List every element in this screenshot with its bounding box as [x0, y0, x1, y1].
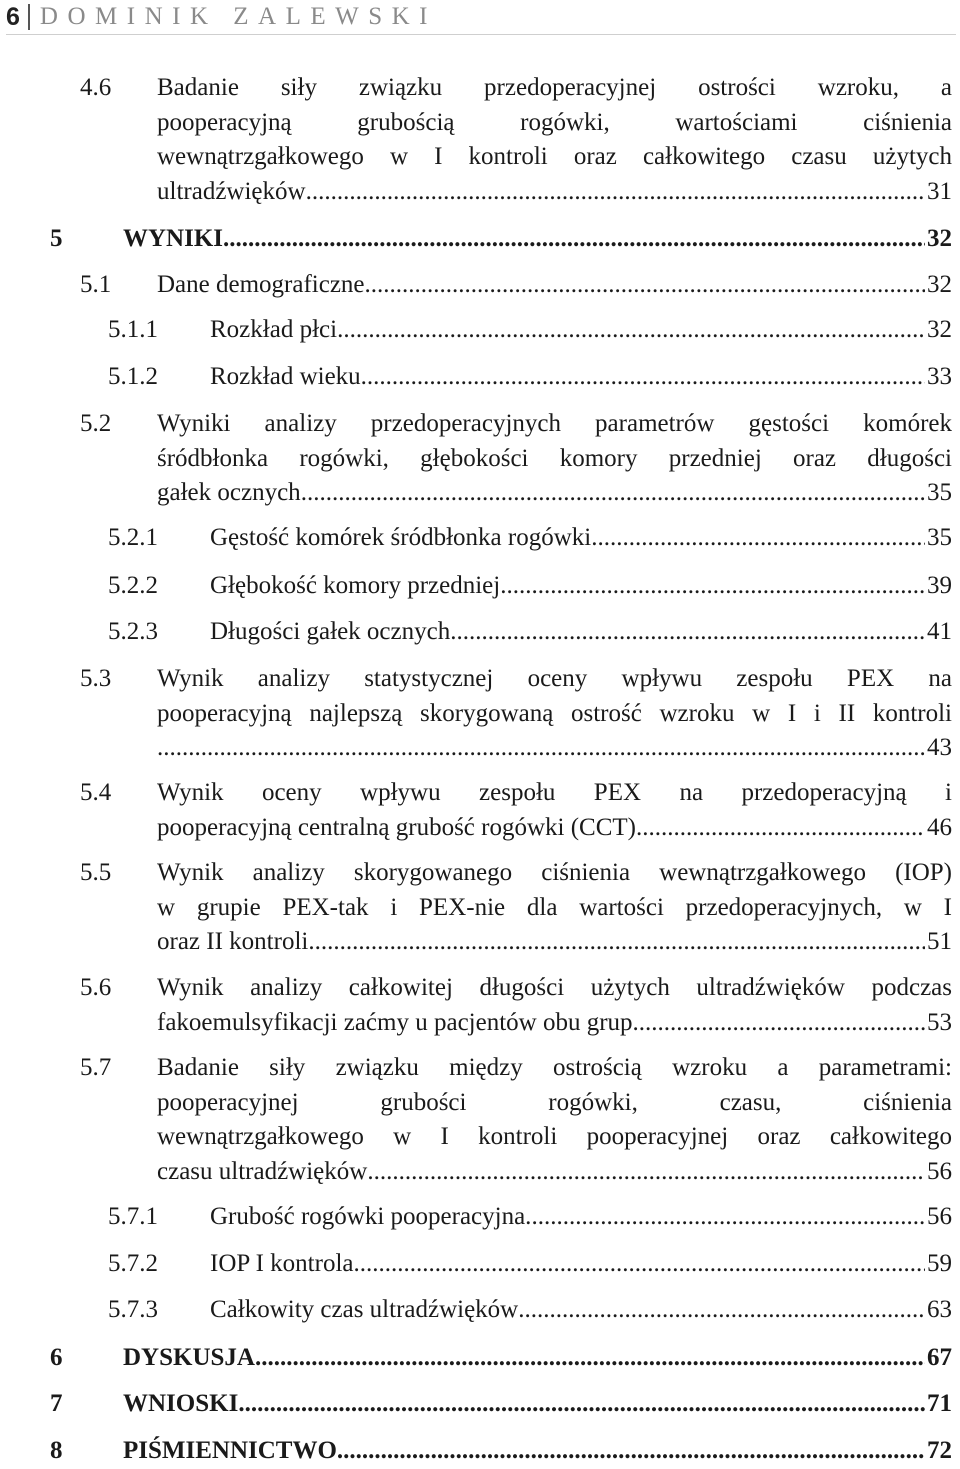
toc-title: Dane demograficzne [157, 271, 365, 298]
toc-title: WYNIKI [123, 225, 224, 252]
toc-page-number: 35 [927, 524, 952, 551]
dot-leader [157, 731, 925, 766]
toc-page-number: 63 [927, 1296, 952, 1323]
toc-title: Rozkład wieku. [210, 363, 367, 390]
toc-number: 7 [50, 1390, 63, 1417]
toc-leader-line [157, 1155, 952, 1190]
toc-page-number: 32 [927, 225, 952, 252]
toc-number: 6 [50, 1344, 63, 1371]
toc-page-number: 59 [927, 1250, 952, 1277]
toc-body [157, 268, 952, 303]
toc-title: DYSKUSJA [123, 1344, 255, 1371]
toc-title-line: Badanie siły związku między ostrością wzroku a parametrami: [157, 1054, 952, 1081]
toc-body [210, 1293, 952, 1328]
dot-leader [636, 811, 925, 846]
dot-leader [639, 1006, 925, 1041]
toc-title-line: pooperacyjną grubością rogówki, wartościami ciśnienia [157, 108, 952, 136]
toc-page-number: 35 [927, 479, 952, 506]
dot-leader [337, 313, 925, 348]
toc-title-line: Wynik analizy statystycznej oceny wpływu zespołu PEX na [157, 665, 952, 692]
toc-number: 5.7.1 [108, 1203, 158, 1230]
toc-body [157, 71, 952, 209]
toc-page-number: 32 [927, 271, 952, 298]
toc-number: 5.2 [80, 410, 112, 437]
toc-title: Głębokość komory przedniej [210, 572, 501, 599]
toc-body [123, 1387, 952, 1422]
toc-leader-line [123, 222, 952, 257]
dot-leader [238, 1387, 925, 1422]
toc-title-line: Wynik analizy całkowitej długości użytych ultradźwięków podczas [157, 974, 952, 1001]
toc-leader-line [157, 175, 952, 210]
toc-body [157, 856, 952, 960]
toc-body [123, 1341, 952, 1376]
toc-leader-line [157, 268, 952, 303]
toc-body [157, 1051, 952, 1189]
toc-number: 5.2.1 [108, 524, 158, 551]
toc-leader-line [157, 811, 952, 846]
toc-number: 5.4 [80, 779, 112, 806]
toc-leader-line [210, 1200, 952, 1235]
dot-leader [365, 268, 925, 303]
dot-leader [308, 925, 925, 960]
dot-leader [223, 222, 925, 257]
dot-leader [306, 175, 925, 210]
dot-leader [518, 1293, 925, 1328]
toc-number: 5.3 [80, 665, 112, 692]
toc-number: 5.2.3 [108, 618, 158, 645]
toc-page-number: 53 [927, 1008, 952, 1036]
toc-title: gałek ocznych [157, 479, 301, 506]
dot-leader [591, 521, 925, 556]
toc-body [210, 521, 952, 556]
toc-number: 5.7.2 [108, 1250, 158, 1277]
toc-title-line: pooperacyjną najlepszą skorygowaną ostrość wzroku w I i II kontroli [157, 699, 952, 727]
toc-page-number: 32 [927, 316, 952, 343]
toc-title: ultradźwięków [157, 177, 306, 205]
toc-title-line: w grupie PEX-tak i PEX-nie dla wartości przedoperacyjnych, w I [157, 893, 952, 921]
toc-title: Grubość rogówki pooperacyjna. [210, 1203, 532, 1230]
toc-title: czasu ultradźwięków [157, 1157, 368, 1185]
toc-page-number: 67 [927, 1344, 952, 1371]
toc-number: 5.7.3 [108, 1296, 158, 1323]
toc-title: Długości gałek ocznych. [210, 618, 457, 645]
header-divider [28, 4, 30, 30]
toc-number: 4.6 [80, 74, 112, 101]
toc-body [210, 360, 952, 395]
toc-leader-line [157, 1006, 952, 1041]
toc-title-line: wewnątrzgałkowego w I kontroli oraz całkowitego czasu użytych [157, 143, 952, 170]
toc-leader-line [123, 1434, 952, 1469]
toc-number: 5.2.2 [108, 572, 158, 599]
toc-body [210, 1200, 952, 1235]
toc-page-number: 33 [927, 363, 952, 390]
toc-page-number: 46 [927, 813, 952, 841]
dot-leader [456, 615, 925, 650]
toc-title-line: Wynik analizy skorygowanego ciśnienia wewnątrzgałkowego (IOP) [157, 859, 952, 886]
toc-body [123, 1434, 952, 1469]
toc-title: Całkowity czas ultradźwięków [210, 1296, 519, 1323]
toc-number: 8 [50, 1437, 63, 1464]
toc-leader-line [123, 1387, 952, 1422]
toc-body [157, 971, 952, 1040]
toc-title-line: wewnątrzgałkowego w I kontroli pooperacyjnej oraz całkowitego [157, 1123, 952, 1150]
dot-leader [337, 1434, 925, 1469]
toc-leader-line [210, 521, 952, 556]
toc-body [123, 222, 952, 257]
toc-page-number: 41 [927, 618, 952, 645]
toc-title: WNIOSKI [123, 1390, 239, 1417]
toc-leader-line [157, 925, 952, 960]
toc-title-line: pooperacyjnej grubości rogówki, czasu, ciśnienia [157, 1088, 952, 1116]
toc-title: fakoemulsyfikacji zaćmy u pacjentów obu grup. [157, 1008, 639, 1036]
toc-title: Gęstość komórek śródbłonka rogówki [210, 524, 592, 551]
toc-leader-line [210, 615, 952, 650]
toc-number: 5.5 [80, 859, 112, 886]
toc-page-number: 72 [927, 1437, 952, 1464]
dot-leader [367, 1155, 925, 1190]
toc-title: pooperacyjną centralną grubość rogówki (CCT) [157, 813, 637, 841]
dot-leader [301, 476, 925, 511]
toc-leader-line [210, 1247, 952, 1282]
toc-page-number: 71 [927, 1390, 952, 1417]
toc-title-line: Badanie siły związku przedoperacyjnej ostrości wzroku, a [157, 74, 952, 101]
toc-body [210, 1247, 952, 1282]
toc-leader-line [157, 476, 952, 511]
toc-number: 5.1.1 [108, 316, 158, 343]
dot-leader [367, 360, 925, 395]
toc-number: 5.1.2 [108, 363, 158, 390]
toc-body [157, 407, 952, 511]
toc-leader-line [123, 1341, 952, 1376]
toc-body [157, 776, 952, 845]
toc-number: 5.7 [80, 1054, 112, 1081]
toc-leader-line [210, 569, 952, 604]
running-header [6, 0, 956, 35]
toc-page-number: 39 [927, 572, 952, 599]
toc-page-number: 43 [927, 734, 952, 761]
toc-title-line: śródbłonka rogówki, głębokości komory przedniej oraz długości [157, 444, 952, 472]
toc-body [210, 569, 952, 604]
dot-leader [500, 569, 925, 604]
toc-leader-line [157, 731, 952, 766]
toc-title: IOP I kontrola [210, 1250, 354, 1277]
toc-title-line: Wyniki analizy przedoperacyjnych parametrów gęstości komórek [157, 410, 952, 437]
toc-number: 5.1 [80, 271, 112, 298]
toc-leader-line [210, 313, 952, 348]
author-name: DOMINIK ZALEWSKI [39, 3, 437, 30]
toc-title: Rozkład płci [210, 316, 338, 343]
toc-page-number: 56 [927, 1157, 952, 1185]
toc-leader-line [210, 360, 952, 395]
page-number: 6 [6, 2, 20, 31]
toc-body [157, 662, 952, 766]
toc-number: 5 [50, 225, 63, 252]
toc-body [210, 615, 952, 650]
toc-page-number: 51 [927, 928, 952, 955]
toc-title-line: Wynik oceny wpływu zespołu PEX na przedoperacyjną i [157, 779, 952, 806]
dot-leader [354, 1247, 926, 1282]
toc-leader-line [210, 1293, 952, 1328]
toc-page-number: 31 [927, 177, 952, 205]
toc-body [210, 313, 952, 348]
toc-number: 5.6 [80, 974, 112, 1001]
toc-title: PIŚMIENNICTWO [123, 1437, 337, 1464]
dot-leader [255, 1341, 925, 1376]
toc-title: oraz II kontroli [157, 928, 309, 955]
dot-leader [531, 1200, 925, 1235]
toc-page-number: 56 [927, 1203, 952, 1230]
